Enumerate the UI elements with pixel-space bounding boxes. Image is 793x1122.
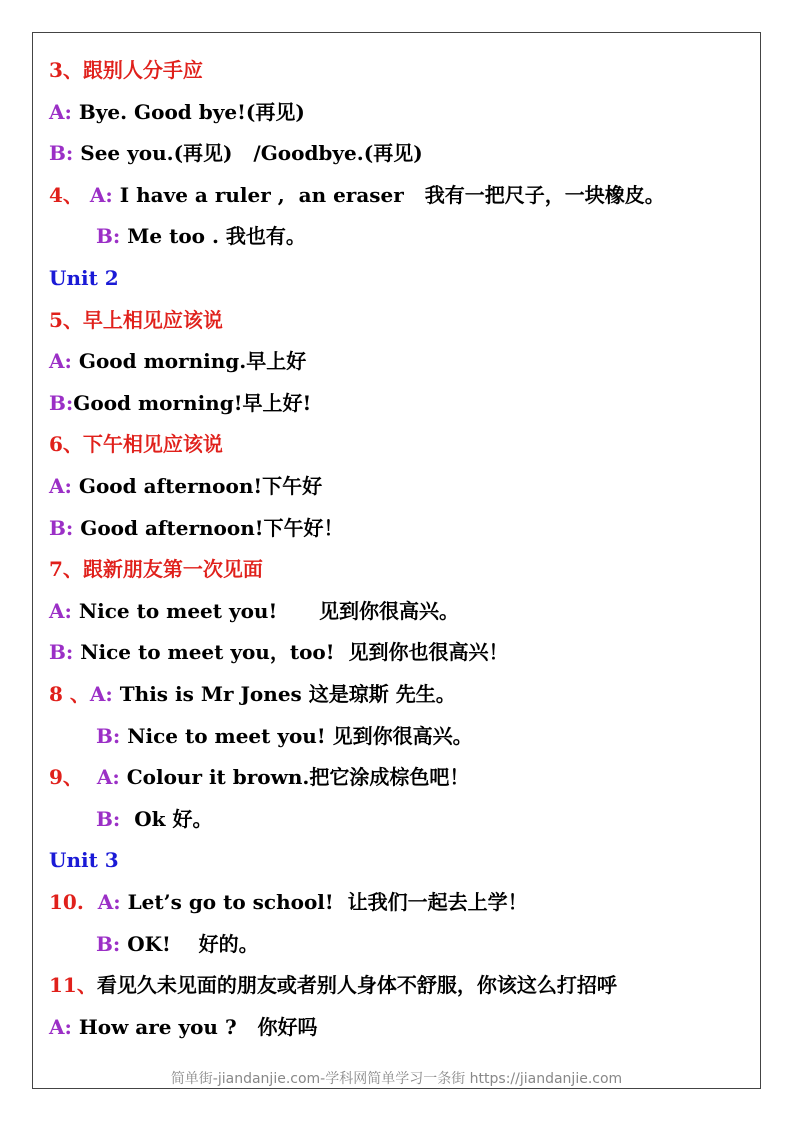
text-line <box>96 716 473 756</box>
text-run: Unit 2 <box>49 266 119 290</box>
text-run: A: <box>49 99 79 124</box>
text-line <box>49 674 456 714</box>
text-run: A: <box>96 765 127 790</box>
text-run: Nice to meet you，too! 见到你也很高兴！ <box>80 640 509 665</box>
text-line <box>49 840 119 880</box>
text-line <box>49 757 469 797</box>
text-run: Good morning!早上好! <box>73 390 312 415</box>
text-run: Good afternoon!下午好 <box>78 474 323 498</box>
text-line <box>49 882 528 922</box>
text-run: 11、 <box>49 973 97 998</box>
text-run: B: <box>96 224 128 249</box>
text-line <box>49 591 459 631</box>
text-run: See you.(再见) /Goodbye.(再见) <box>80 141 423 166</box>
text-line <box>96 216 306 256</box>
text-run: B: <box>49 515 81 540</box>
text-line <box>49 632 508 672</box>
text-run: A: <box>49 349 79 374</box>
text-run: How are you ? 你好吗 <box>78 1014 318 1039</box>
text-run: I have a ruler , an eraser 我有一把尺子，一块橡皮。 <box>119 182 665 207</box>
text-line <box>49 508 344 548</box>
text-line <box>49 175 665 215</box>
text-line <box>49 549 263 589</box>
text-run: A: <box>89 682 120 706</box>
text-run: 8 、 <box>49 682 90 706</box>
text-run: 4、 <box>49 182 90 207</box>
text-line <box>49 300 223 340</box>
text-run: B: <box>96 931 128 956</box>
text-run: 7、跟新朋友第一次见面 <box>49 557 263 582</box>
text-run: 3、跟别人分手应 <box>49 58 203 82</box>
text-run: Let’s go to school! 让我们一起去上学！ <box>127 890 528 914</box>
text-run: 10. <box>49 890 98 914</box>
text-line <box>49 50 203 90</box>
text-line <box>49 92 305 132</box>
text-run: 9、 <box>49 765 97 790</box>
text-run: 看见久未见面的朋友或者别人身体不舒服，你该这么打招呼 <box>96 973 617 998</box>
text-run: Me too . 我也有。 <box>127 224 306 249</box>
text-line <box>49 258 119 298</box>
text-run: This is Mr Jones 这是琼斯 先生。 <box>119 682 456 706</box>
text-run: Ok 好。 <box>134 806 213 831</box>
text-run: A: <box>49 1014 79 1039</box>
text-run: Good morning.早上好 <box>78 349 307 374</box>
text-run: 5、早上相见应该说 <box>49 307 223 332</box>
text-run: Bye. Good bye!(再见) <box>78 99 305 124</box>
text-run: A: <box>49 598 79 623</box>
text-run: Nice to meet you! 见到你很高兴。 <box>127 723 473 748</box>
text-line <box>49 1007 318 1047</box>
text-run: B: <box>49 141 81 166</box>
text-line <box>96 924 259 964</box>
text-run: A: <box>89 182 120 207</box>
text-line <box>49 133 423 173</box>
text-run: B: <box>49 390 74 415</box>
text-run: Nice to meet you! 见到你很高兴。 <box>78 598 460 623</box>
text-line <box>49 341 306 381</box>
text-run: A: <box>49 474 79 498</box>
text-run: 6、下午相见应该说 <box>49 432 223 457</box>
text-run: B: <box>96 806 135 831</box>
text-run: B: <box>96 723 128 748</box>
text-run: Colour it brown.把它涂成棕色吧！ <box>126 765 470 790</box>
text-line <box>49 383 311 423</box>
text-run: B: <box>49 640 81 665</box>
text-line <box>49 424 223 464</box>
text-line <box>49 466 322 506</box>
text-line <box>49 965 617 1005</box>
text-run: Unit 3 <box>49 848 119 873</box>
text-run: Good afternoon!下午好！ <box>80 515 344 540</box>
text-run: A: <box>97 890 128 914</box>
text-line <box>96 799 212 839</box>
footer-watermark: 简单街-jiandanjie.com-学科网简单学习一条街 https://jiandanjie.com <box>170 1071 623 1087</box>
text-run: OK! 好的。 <box>127 931 259 956</box>
